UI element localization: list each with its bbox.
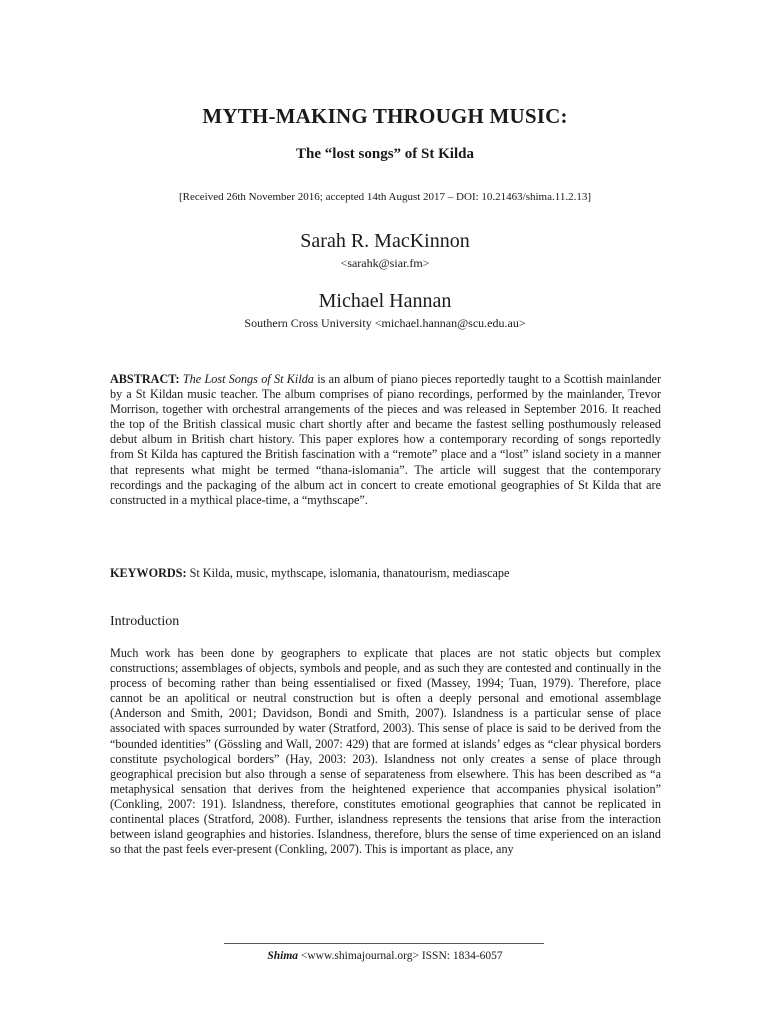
- paper-subtitle: The “lost songs” of St Kilda: [296, 146, 474, 162]
- author-affiliation: Southern Cross University <michael.hannan@scu.edu.au>: [244, 316, 526, 330]
- paper-title: MYTH-MAKING THROUGH MUSIC:: [202, 104, 568, 128]
- journal-url: <www.shimajournal.org>: [298, 950, 422, 962]
- abstract-text: is an album of piano pieces reportedly taught to a Scottish mainlander by a St Kildan music teacher. The album comprises of piano recordings, performed by the mainlander, Trevor Morrison, together with orchestral arrangements of the pieces and was released in September 2016. It reached the top of the British classical music chart shortly after and became the fastest selling posthumously released debut album in British chart history. This paper explores how a contemporary recording of songs reportedly from St Kilda has captured the British fascination with a “remote” place and a “lost” island society in a manner that represents what might be termed “thana-islomania”. The article will suggest that the contemporary recordings and the packaging of the album act in concert to create emotional geographies of St Kilda that are constructed in a mythical place-time, a “mythscape”.: [110, 372, 662, 507]
- footer-divider: [224, 943, 544, 944]
- journal-issn: ISSN: 1834-6057: [421, 950, 503, 962]
- introduction-heading: Introduction: [110, 614, 180, 629]
- author-name: Michael Hannan: [318, 290, 452, 312]
- author-email: <sarahk@siar.fm>: [340, 256, 430, 270]
- abstract-label: ABSTRACT:: [110, 372, 180, 386]
- received-info: [Received 26th November 2016; accepted 14th August 2017 – DOI: 10.21463/shima.11.2.13]: [178, 191, 592, 203]
- abstract: [110, 372, 661, 508]
- keywords: [110, 566, 661, 581]
- journal-name: Shima: [267, 950, 299, 962]
- page-footer: [0, 950, 770, 962]
- keywords-text: St Kilda, music, mythscape, islomania, thanatourism, mediascape: [186, 566, 510, 580]
- keywords-label: KEYWORDS:: [110, 566, 187, 580]
- abstract-book-title: The Lost Songs of St Kilda: [182, 372, 314, 386]
- author-name: Sarah R. MacKinnon: [300, 230, 470, 252]
- introduction-body: Much work has been done by geographers to explicate that places are not static objects but complex constructions; assemblages of objects, symbols and people, and as such they are contested and continually in the process of becoming rather than being essentialised or fixed (Massey, 1994; Tuan, 1979). Therefore, place cannot be an apolitical or neutral construction but is often a deeply personal and emotional assemblage (Anderson and Smith, 2001; Davidson, Bondi and Smith, 2007). Islandness is a particular sense of place associated with spaces surrounded by water (Stratford, 2003). This sense of place is said to be derived from the “bounded identities” (Gössling and Wall, 2007: 429) that are formed at islands’ edges as “clear physical borders constitute psychological borders” (Hay, 2003: 203). Islandness not only creates a sense of place through geographical precision but also through a sense of separateness from elsewhere. This has been described as “a metaphysical sensation that derives from the heightened experience that accompanies physical isolation” (Conkling, 2007: 191). Islandness, therefore, constitutes emotional geographies that cannot be replicated in continental places (Stratford, 2008). Further, islandness represents the tensions that arise from the interaction between island geographies and histories. Islandness, therefore, blurs the sense of time experienced on an island so that the past feels ever-present (Conkling, 2007). This is important as place, any: [110, 646, 661, 857]
